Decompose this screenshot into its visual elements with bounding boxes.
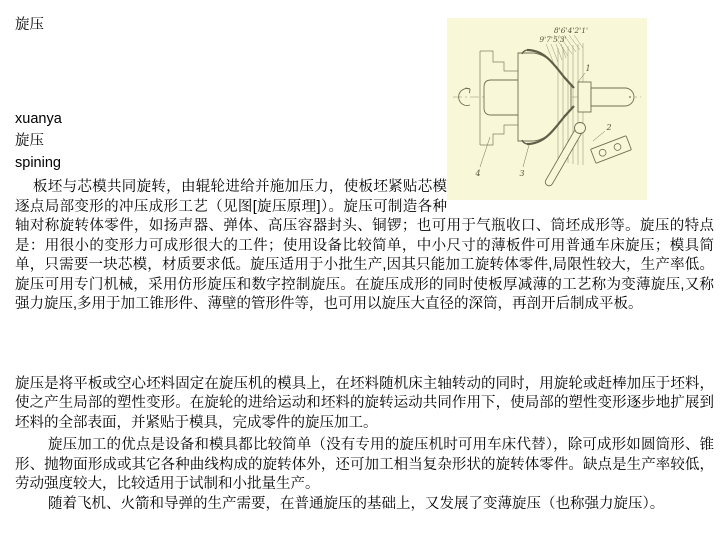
figure-pass-labels-row1: 8'6'4'2'1' xyxy=(553,26,589,35)
roller xyxy=(575,123,586,134)
entry-pinyin: xuanya xyxy=(15,111,62,127)
figure-part-label-3: 3 xyxy=(519,169,525,178)
spinning-principle-figure xyxy=(447,18,647,200)
paragraph-advantages: 旋压加工的优点是设备和模具都比较简单（没有专用的旋压机时可用车床代替），除可成形如圆筒形、锥形、抛物面形成或其它各种曲线构成的旋转体外，还可加工相当复杂形状的旋转体零件。缺点是生产率较低，劳动强度较大，比较适用于试制和小批量生产。 xyxy=(15,437,714,492)
figure-pass-labels-row2: 9'7'5'3' xyxy=(539,35,567,44)
entry-english: spining xyxy=(15,155,61,171)
figure-part-label-2: 2 xyxy=(606,123,612,132)
paragraph-development: 随着飞机、火箭和导弹的生产需要，在普通旋压的基础上，又发展了变薄旋压（也称强力旋压）。 xyxy=(48,495,665,512)
figure-part-label-4: 4 xyxy=(475,169,481,178)
spinning-principle-diagram xyxy=(447,18,647,200)
page-title: 旋压 xyxy=(15,17,44,33)
paragraph-process: 旋压是将平板或空心坯料固定在旋压机的模具上，在坯料随机床主轴转动的同时，用旋轮或赶棒加压于坯料，使之产生局部的塑性变形。在旋轮的进给运动和坯料的旋转运动共同作用下，使局部的塑性变形逐步地扩展到坯料的全部表面，并紧贴于模具，完成零件的旋压加工。 xyxy=(15,375,714,431)
entry-hanzi: 旋压 xyxy=(15,133,44,149)
spindle xyxy=(484,80,518,115)
paragraph-definition: 板坯与芯模共同旋转，由辊轮进给并施加压力，使板坯紧贴芯模逐点局部变形的冲压成形工艺（见图[旋压原理]）。旋压可制造各种轴对称旋转体零件，如扬声器、弹体、高压容器封头、铜锣；也可用于气瓶收口、筒坯成形等。旋压的特点是：用很小的变形力可成形很大的工件；使用设备比较简单，中小尺寸的薄板件可用普通车床旋压；模具简单，只需要一块芯模，材质要求低。旋压适用于小批生产,因其只能加工旋转体零件,局限性较大，生产率低。旋压可用专门机械，采用仿形旋压和数字控制旋压。在旋压成形的同时使板厚减薄的工艺称为变薄旋压,又称强力旋压,多用于加工锥形件、薄壁的管形件等，也可用以旋压大直径的深筒，再剖开后制成平板。 xyxy=(15,179,714,312)
figure-container xyxy=(447,18,714,201)
figure-part-label-1: 1 xyxy=(585,64,591,73)
